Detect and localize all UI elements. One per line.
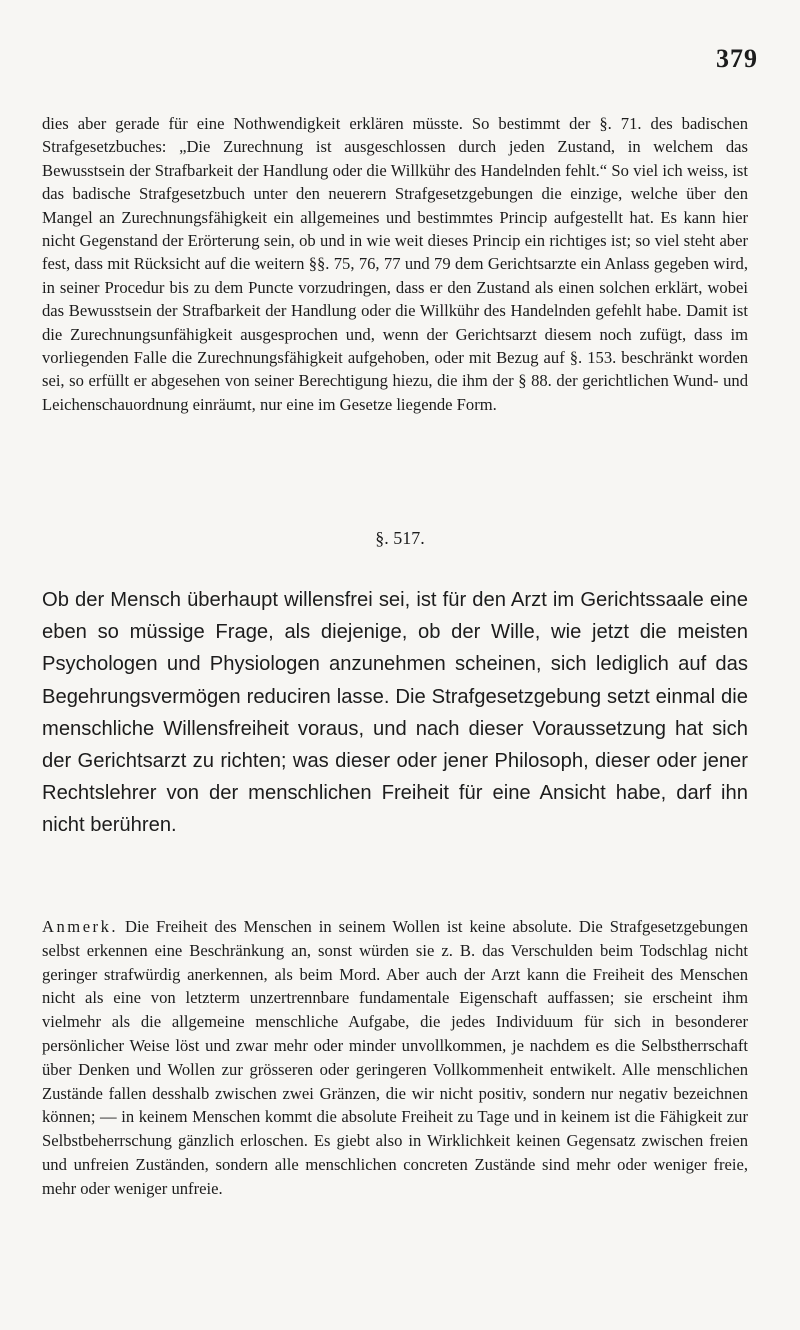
page-number: 379 — [716, 44, 758, 73]
section-main-text: Ob der Mensch überhaupt willensfrei sei, ist für den Arzt im Gerichtssaale eine eben so müssige Frage, als diejenige, ob der Wille, wie jetzt die meisten Psychologen und Physiologen anzunehmen scheinen, sich lediglich auf das Begehrungsvermögen reduciren lasse. Die Strafgesetzgebung setzt einmal die menschliche Willensfreiheit voraus, und nach dieser Voraussetzung hat sich der Gerichtsarzt zu richten; was dieser oder jener Philosoph, dieser oder jener Rechtslehrer von der menschlichen Freiheit für eine Ansicht habe, darf ihn nicht berühren. — [42, 589, 748, 837]
note-label: Anmerk. — [42, 917, 119, 936]
note-paragraph — [42, 915, 748, 1201]
paragraph-top: dies aber gerade für eine Nothwendigkeit erklären müsste. So bestimmt der §. 71. des badischen Strafgesetzbuches: „Die Zurechnung ist ausgeschlossen durch jeden Zustand, in welchem das Bewusstsein der Strafbarkeit der Handlung oder die Willkühr des Handelnden fehlt.“ So viel ich weiss, ist das badische Strafgesetzbuch unter den neuerern Strafgesetzgebungen die einzige, welche über den Mangel an Zurechnungsfähigkeit ein allgemeines und bestimmtes Princip aufgestellt hat. Es kann hier nicht Gegenstand der Erörterung sein, ob und in wie weit dieses Princip ein richtiges ist; so viel steht aber fest, dass mit Rücksicht auf die weitern §§. 75, 76, 77 und 79 dem Gerichtsarzte ein Anlass gegeben wird, in seiner Procedur bis zu dem Puncte vorzudringen, dass er den Zustand als einen solchen erklärt, wobei das Bewusstsein der Strafbarkeit der Handlung oder die Willkühr des Handelnden gefehlt habe. Damit ist die Zurechnungsunfähigkeit ausgesprochen und, wenn der Gerichtsarzt diesem noch zufügt, dass im vorliegenden Falle die Zurechnungsfähigkeit aufgehoben, oder mit Bezug auf §. 153. beschränkt worden sei, so erfüllt er abgesehen von seiner Berechtigung hiezu, die ihm der § 88. der gerichtlichen Wund- und Leichenschauordnung einräumt, nur eine im Gesetze liegende Form. — [42, 114, 748, 414]
note-text: Die Freiheit des Menschen in seinem Wollen ist keine absolute. Die Strafgesetzgebungen selbst erkennen eine Beschränkung an, sonst würden sie z. B. das Verschulden beim Todschlag nicht geringer strafwürdig anerkennen, als beim Mord. Aber auch der Arzt kann die Freiheit des Menschen nicht als eine von letzterm unzertrennbare fundamentale Eigenschaft auffassen; sie erscheint ihm vielmehr als die allgemeine menschliche Aufgabe, die jedes Individuum für sich in besonderer persönlicher Weise löst und zwar mehr oder minder unvollkommen, je nachdem es die Selbstherrschaft über Denken und Wollen zur grösseren oder geringeren Vollkommenheit entwikelt. Alle menschlichen Zustände fallen desshalb zwischen zwei Gränzen, die wir nicht positiv, sondern nur negativ bezeichnen können; — in keinem Menschen kommt die absolute Freiheit zu Tage und in keinem ist die Fähigkeit zur Selbstbeherrschung gänzlich erloschen. Es giebt also in Wirklichkeit keinen Gegensatz zwischen freien und unfreien Zuständen, sondern alle menschlichen concreten Zustände sind mehr oder weniger freie, mehr oder weniger unfreie. — [42, 917, 748, 1198]
section-heading: §. 517. — [375, 528, 425, 548]
